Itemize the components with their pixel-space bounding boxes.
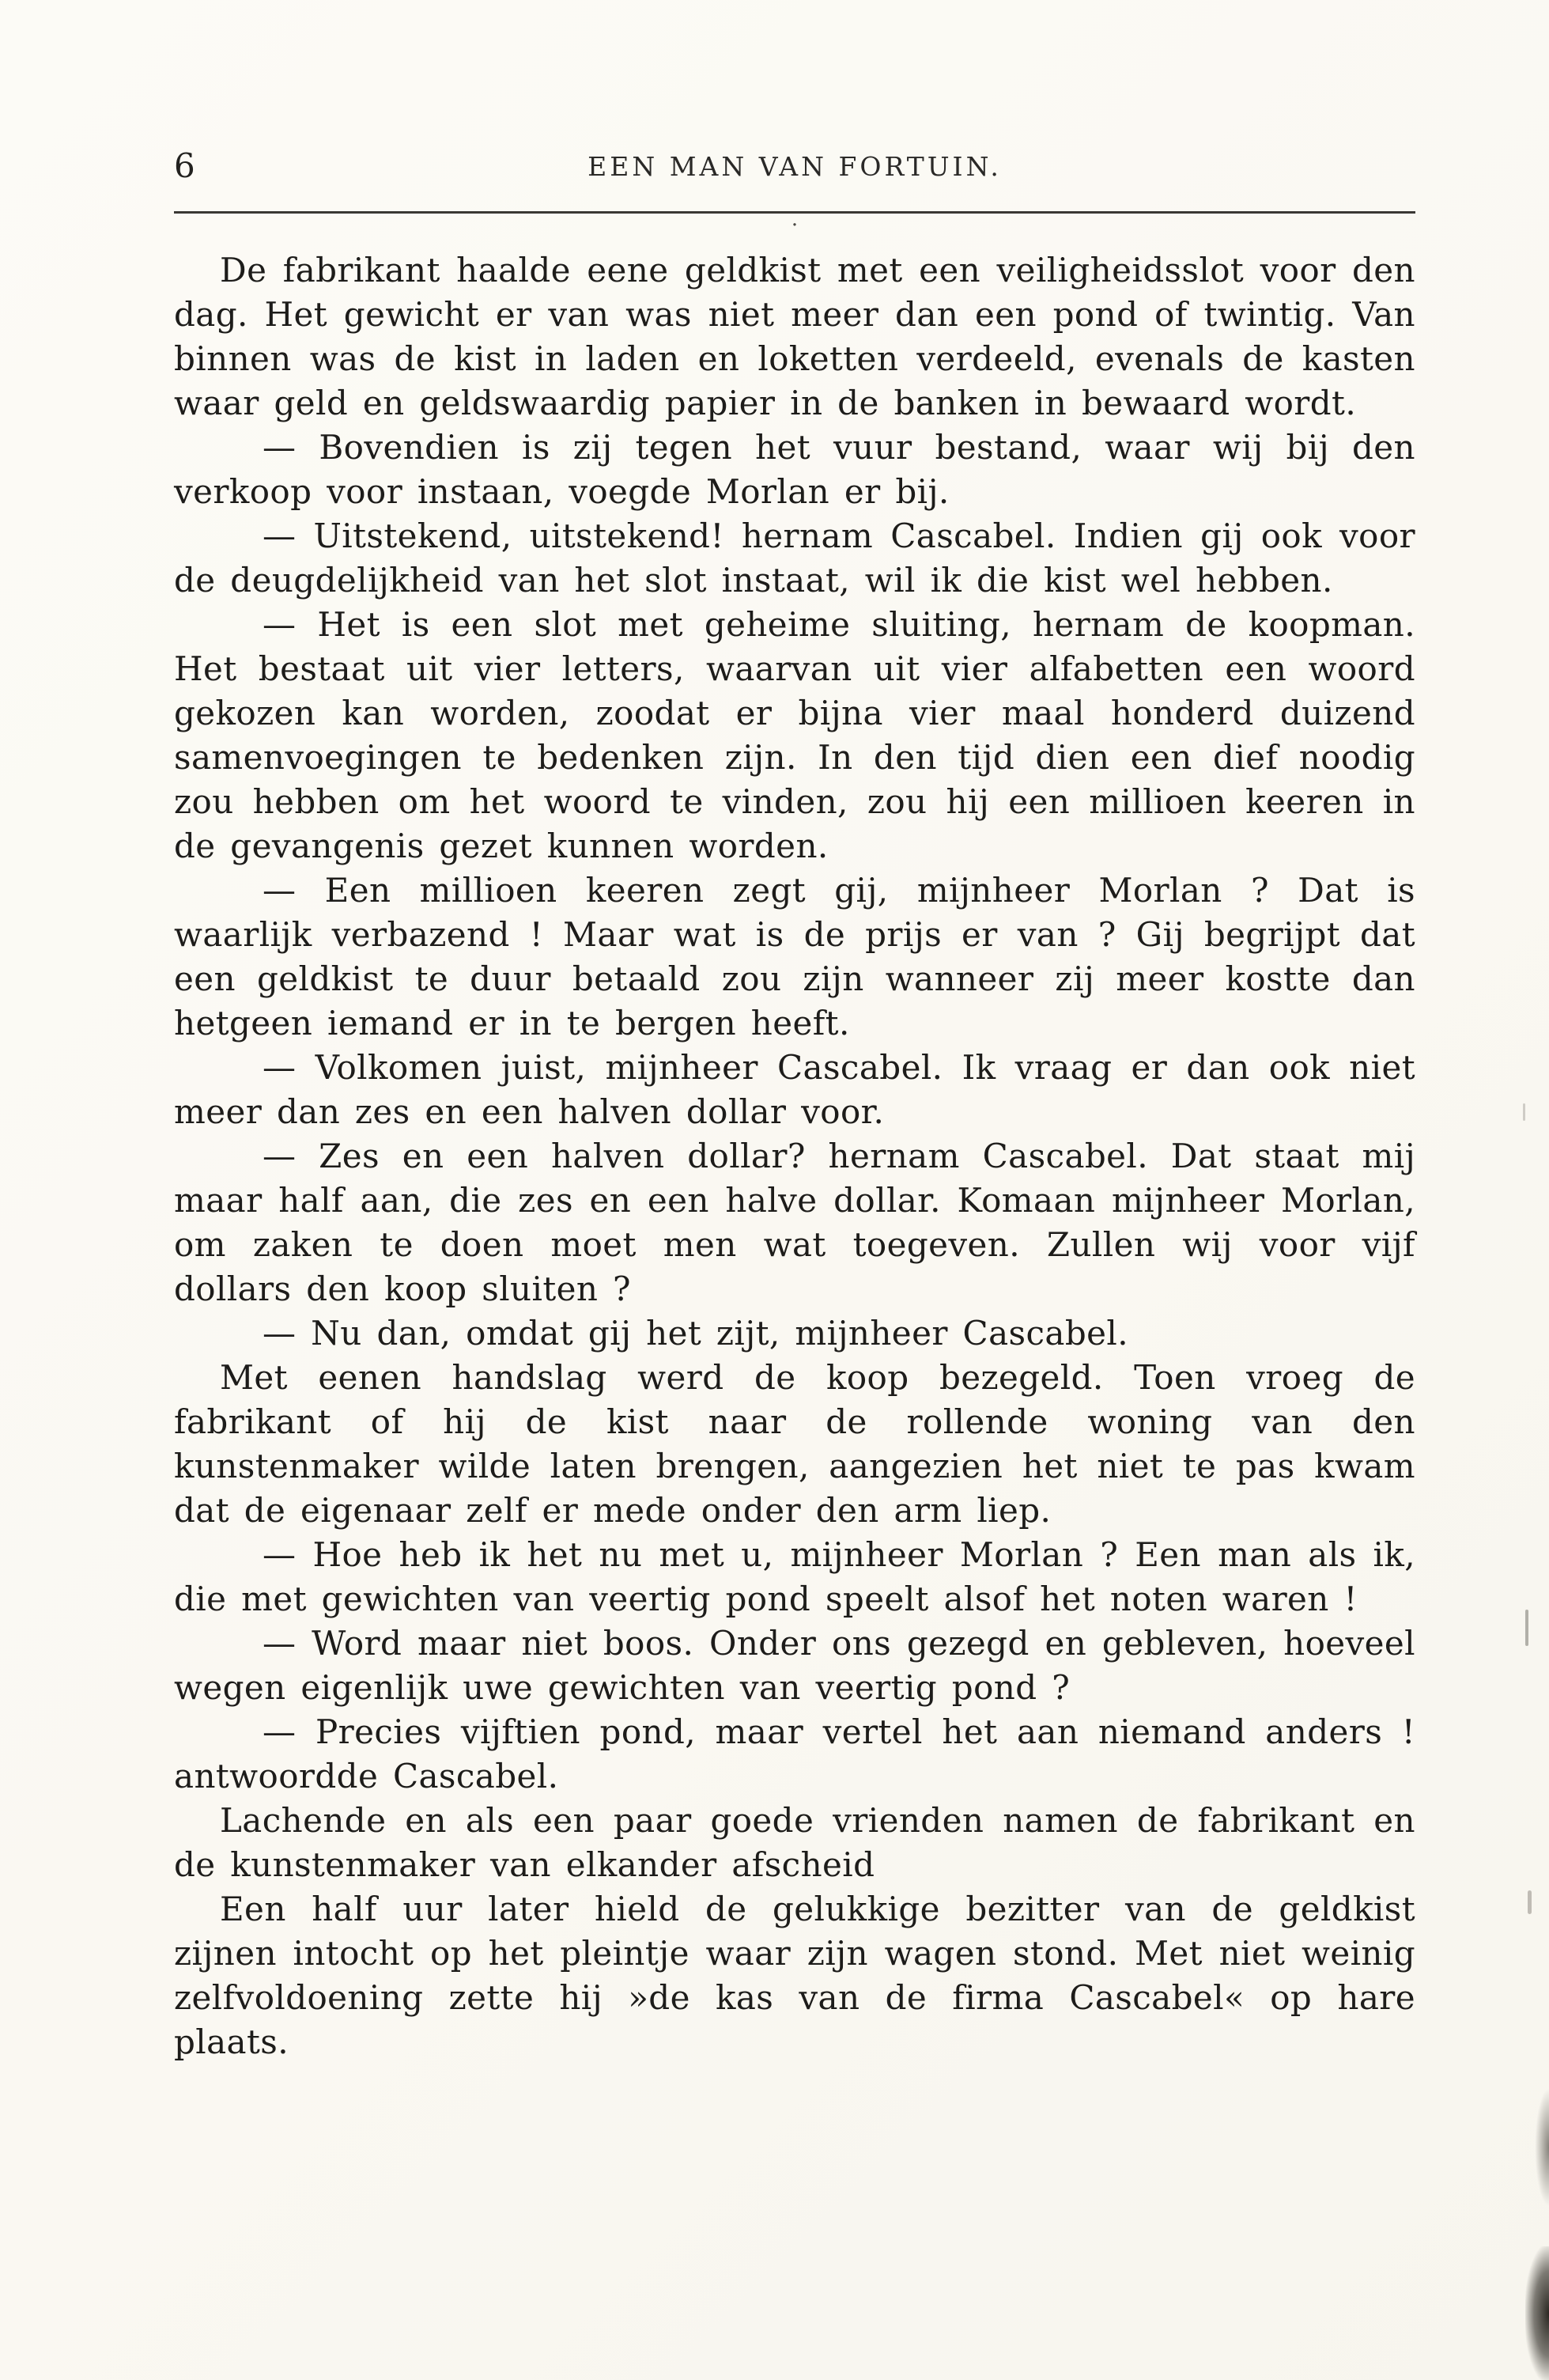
text-body [174, 248, 1415, 2064]
scan-artifact [1523, 1103, 1525, 1121]
paragraph: — Nu dan, omdat gij het zijt, mijnheer Cascabel. [263, 1314, 1128, 1353]
text-block [174, 146, 1415, 2064]
scan-artifact [1525, 2246, 1549, 2380]
paragraph: — Uitstekend, uitstekend! hernam Cascabel. Indien gij ook voor de deugdelijkheid van het slot instaat, wil ik die kist wel hebben. [174, 516, 1415, 600]
paragraph: — Een millioen keeren zegt gij, mijnheer Morlan ? Dat is waarlijk verbazend ! Maar wat is de prijs er van ? Gij begrijpt dat een geldkist te duur betaald zou zijn wanneer zij meer kostte dan hetgeen iemand er in te bergen heeft. [174, 871, 1415, 1042]
page-header [174, 146, 1415, 191]
paragraph: — Precies vijftien pond, maar vertel het aan niemand anders ! antwoordde Cascabel. [174, 1712, 1415, 1795]
paragraph: Een half uur later hield de gelukkige bezitter van de geldkist zijnen intocht op het pleintje waar zijn wagen stond. Met niet weinig zelfvoldoening zette hij »de kas van de firma Cascabel« op hare plaats. [174, 1890, 1415, 2061]
scan-artifact [1528, 1890, 1532, 1914]
paragraph: — Bovendien is zij tegen het vuur bestand, waar wij bij den verkoop voor instaan, voegde Morlan er bij. [174, 428, 1415, 511]
paragraph: De fabrikant haalde eene geldkist met een veiligheidsslot voor den dag. Het gewicht er van was niet meer dan een pond of twintig. Van binnen was de kist in laden en loketten verdeeld, evenals de kasten waar geld en geldswaardig papier in de banken in bewaard wordt. [174, 251, 1415, 422]
scan-artifact [1525, 1610, 1528, 1646]
rule-center-dot: · [791, 214, 799, 237]
scan-artifact [1535, 2088, 1549, 2207]
paragraph: — Het is een slot met geheime sluiting, hernam de koopman. Het bestaat uit vier letters, waarvan uit vier alfabetten een woord gekozen kan worden, zoodat er bijna vier maal honderd duizend samenvoegingen te bedenken zijn. In den tijd dien een dief noodig zou hebben om het woord te vinden, zou hij een millioen keeren in de gevangenis gezet kunnen worden. [174, 605, 1415, 865]
paragraph: — Zes en een halven dollar? hernam Cascabel. Dat staat mij maar half aan, die zes en een halve dollar. Komaan mijnheer Morlan, om zaken te doen moet men wat toegeven. Zullen wij voor vijf dollars den koop sluiten ? [174, 1137, 1415, 1308]
page-number: 6 [174, 146, 195, 185]
paragraph: — Volkomen juist, mijnheer Cascabel. Ik vraag er dan ook niet meer dan zes en een halven dollar voor. [174, 1048, 1415, 1131]
paragraph: Met eenen handslag werd de koop bezegeld. Toen vroeg de fabrikant of hij de kist naar de rollende woning van den kunstenmaker wilde laten brengen, aangezien het niet te pas kwam dat de eigenaar zelf er mede onder den arm liep. [174, 1358, 1415, 1530]
paragraph: — Hoe heb ik het nu met u, mijnheer Morlan ? Een man als ik, die met gewichten van veertig pond speelt alsof het noten waren ! [174, 1535, 1415, 1618]
paragraph: Lachende en als een paar goede vrienden namen de fabrikant en de kunstenmaker van elkander afscheid [174, 1801, 1415, 1884]
paragraph: — Word maar niet boos. Onder ons gezegd en gebleven, hoeveel wegen eigenlijk uwe gewichten van veertig pond ? [174, 1624, 1415, 1707]
running-title: EEN MAN VAN FORTUIN. [587, 151, 1002, 182]
